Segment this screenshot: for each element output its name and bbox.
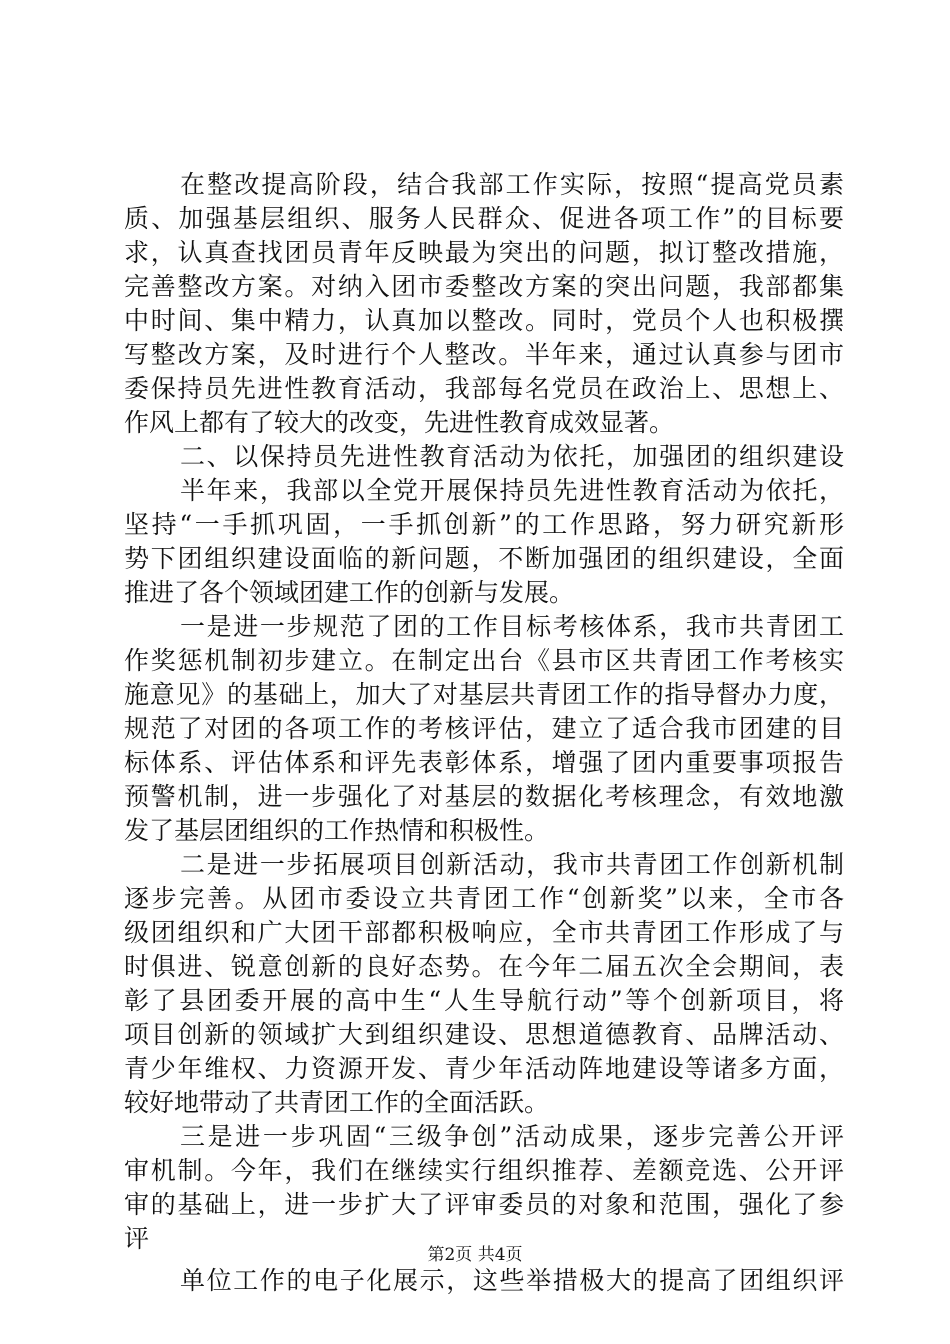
paragraph-line: 彰了县团委开展的高中生“人生导航行动”等个创新项目，将 [124, 986, 844, 1015]
paragraph-line: 预警机制，进一步强化了对基层的数据化考核理念，有效地激 [124, 782, 844, 811]
paragraph-line: 半年来，我部以全党开展保持员先进性教育活动为依托， [180, 476, 844, 505]
paragraph-line: 青少年维权、力资源开发、青少年活动阵地建设等诸多方面， [124, 1054, 844, 1083]
paragraph-line: 三是进一步巩固“三级争创”活动成果，逐步完善公开评 [180, 1122, 844, 1151]
paragraph-line: 单位工作的电子化展示，这些举措极大的提高了团组织评 [180, 1266, 844, 1295]
paragraph-line: 标体系、评估体系和评先表彰体系，增强了团内重要事项报告 [124, 748, 844, 777]
paragraph-line: 作奖惩机制初步建立。在制定出台《县市区共青团工作考核实 [124, 646, 844, 675]
section-heading: 二、以保持员先进性教育活动为依托，加强团的组织建设 [180, 442, 844, 471]
paragraph-line: 一是进一步规范了团的工作目标考核体系，我市共青团工 [180, 612, 844, 641]
paragraph-line: 求，认真查找团员青年反映最为突出的问题，拟订整改措施， [124, 238, 844, 267]
paragraph-line: 二是进一步拓展项目创新活动，我市共青团工作创新机制 [180, 850, 844, 879]
paragraph-line: 写整改方案，及时进行个人整改。半年来，通过认真参与团市 [124, 340, 844, 369]
paragraph-line: 项目创新的领域扩大到组织建设、思想道德教育、品牌活动、 [124, 1020, 844, 1049]
paragraph-line: 审的基础上，进一步扩大了评审委员的对象和范围，强化了参 [124, 1190, 844, 1219]
paragraph-line: 较好地带动了共青团工作的全面活跃。 [124, 1088, 550, 1117]
paragraph-line: 完善整改方案。对纳入团市委整改方案的突出问题，我部都集 [124, 272, 844, 301]
paragraph-line: 规范了对团的各项工作的考核评估，建立了适合我市团建的目 [124, 714, 844, 743]
paragraph-line: 中时间、集中精力，认真加以整改。同时，党员个人也积极撰 [124, 306, 844, 335]
paragraph-line: 推进了各个领域团建工作的创新与发展。 [124, 578, 575, 607]
paragraph-line: 质、加强基层组织、服务人民群众、促进各项工作”的目标要 [124, 204, 844, 233]
paragraph-line: 势下团组织建设面临的新问题，不断加强团的组织建设，全面 [124, 544, 844, 573]
paragraph-line: 发了基层团组织的工作热情和积极性。 [124, 816, 550, 845]
paragraph-line: 审机制。今年，我们在继续实行组织推荐、差额竞选、公开评 [124, 1156, 844, 1185]
paragraph-line: 逐步完善。从团市委设立共青团工作“创新奖”以来，全市各 [124, 884, 844, 913]
paragraph-line: 时俱进、锐意创新的良好态势。在今年二届五次全会期间，表 [124, 952, 844, 981]
paragraph-line: 委保持员先进性教育活动，我部每名党员在政治上、思想上、 [124, 374, 844, 403]
paragraph-line: 作风上都有了较大的改变，先进性教育成效显著。 [124, 408, 675, 437]
paragraph-line: 评 [124, 1224, 150, 1253]
paragraph-line: 坚持“一手抓巩固，一手抓创新”的工作思路，努力研究新形 [124, 510, 844, 539]
page-number-footer: 第2页 共4页 [427, 1245, 523, 1265]
paragraph-line: 施意见》的基础上，加大了对基层共青团工作的指导督办力度， [124, 680, 844, 709]
paragraph-line: 在整改提高阶段，结合我部工作实际，按照“提高党员素 [180, 170, 844, 199]
paragraph-line: 级团组织和广大团干部都积极响应，全市共青团工作形成了与 [124, 918, 844, 947]
